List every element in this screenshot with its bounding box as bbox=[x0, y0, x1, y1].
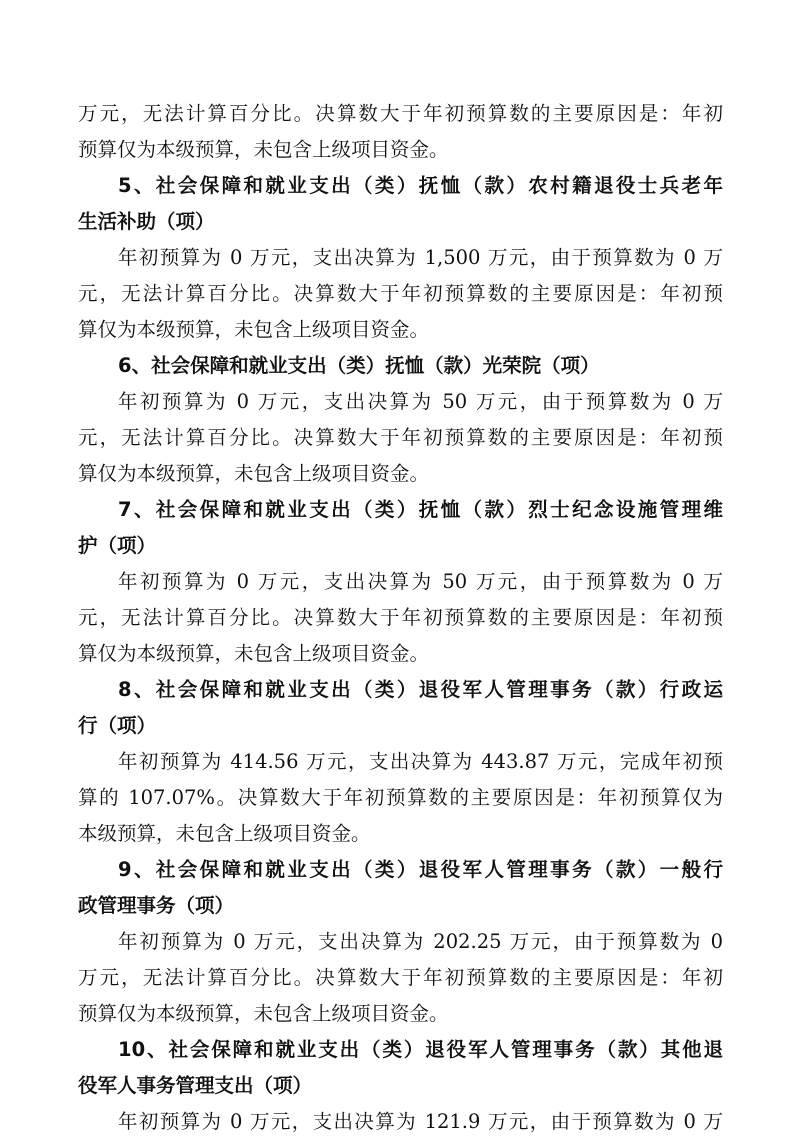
body-text-line: 元，无法计算百分比。决算数大于年初预算数的主要原因是：年初预 bbox=[78, 606, 723, 629]
section-heading-line: 生活补助（项） bbox=[78, 210, 215, 233]
body-text-line: 年初预算为 0 万元，支出决算为 50 万元，由于预算数为 0 万 bbox=[118, 570, 723, 593]
body-text-line: 算仅为本级预算，未包含上级项目资金。 bbox=[78, 318, 430, 341]
body-text-line: 算仅为本级预算，未包含上级项目资金。 bbox=[78, 642, 430, 665]
body-text-line: 万元，无法计算百分比。决算数大于年初预算数的主要原因是：年初 bbox=[78, 966, 723, 989]
section-heading-line: 9、社会保障和就业支出（类）退役军人管理事务（款）一般行 bbox=[118, 858, 723, 881]
body-text-line: 元，无法计算百分比。决算数大于年初预算数的主要原因是：年初预 bbox=[78, 282, 723, 305]
section-heading-line: 护（项） bbox=[78, 534, 157, 557]
body-text-line: 年初预算为 414.56 万元，支出决算为 443.87 万元，完成年初预 bbox=[118, 750, 723, 773]
body-text-line: 万元，无法计算百分比。决算数大于年初预算数的主要原因是：年初 bbox=[78, 102, 723, 125]
body-text-line: 元，无法计算百分比。决算数大于年初预算数的主要原因是：年初预 bbox=[78, 426, 723, 449]
section-heading-line: 6、社会保障和就业支出（类）抚恤（款）光荣院（项） bbox=[118, 354, 600, 377]
section-heading-line: 8、社会保障和就业支出（类）退役军人管理事务（款）行政运 bbox=[118, 678, 723, 701]
body-text-line: 年初预算为 0 万元，支出决算为 202.25 万元，由于预算数为 0 bbox=[118, 930, 723, 953]
body-text-line: 年初预算为 0 万元，支出决算为 121.9 万元，由于预算数为 0 万 bbox=[118, 1110, 723, 1133]
section-heading-line: 行（项） bbox=[78, 714, 157, 737]
section-heading-line: 5、社会保障和就业支出（类）抚恤（款）农村籍退役士兵老年 bbox=[118, 174, 723, 197]
section-heading-line: 政管理事务（项） bbox=[78, 894, 235, 917]
body-text-line: 预算仅为本级预算，未包含上级项目资金。 bbox=[78, 1002, 449, 1025]
section-heading-line: 役军人事务管理支出（项） bbox=[78, 1074, 313, 1097]
body-text-line: 预算仅为本级预算，未包含上级项目资金。 bbox=[78, 138, 449, 161]
body-text-line: 算的 107.07%。决算数大于年初预算数的主要原因是：年初预算仅为 bbox=[78, 786, 723, 809]
body-text-line: 本级预算，未包含上级项目资金。 bbox=[78, 822, 371, 845]
body-text-line: 年初预算为 0 万元，支出决算为 1,500 万元，由于预算数为 0 万 bbox=[118, 246, 723, 269]
body-text-line: 年初预算为 0 万元，支出决算为 50 万元，由于预算数为 0 万 bbox=[118, 390, 723, 413]
section-heading-line: 7、社会保障和就业支出（类）抚恤（款）烈士纪念设施管理维 bbox=[118, 498, 723, 521]
body-text-line: 算仅为本级预算，未包含上级项目资金。 bbox=[78, 462, 430, 485]
section-heading-line: 10、社会保障和就业支出（类）退役军人管理事务（款）其他退 bbox=[118, 1038, 723, 1061]
document-page bbox=[78, 96, 723, 1140]
